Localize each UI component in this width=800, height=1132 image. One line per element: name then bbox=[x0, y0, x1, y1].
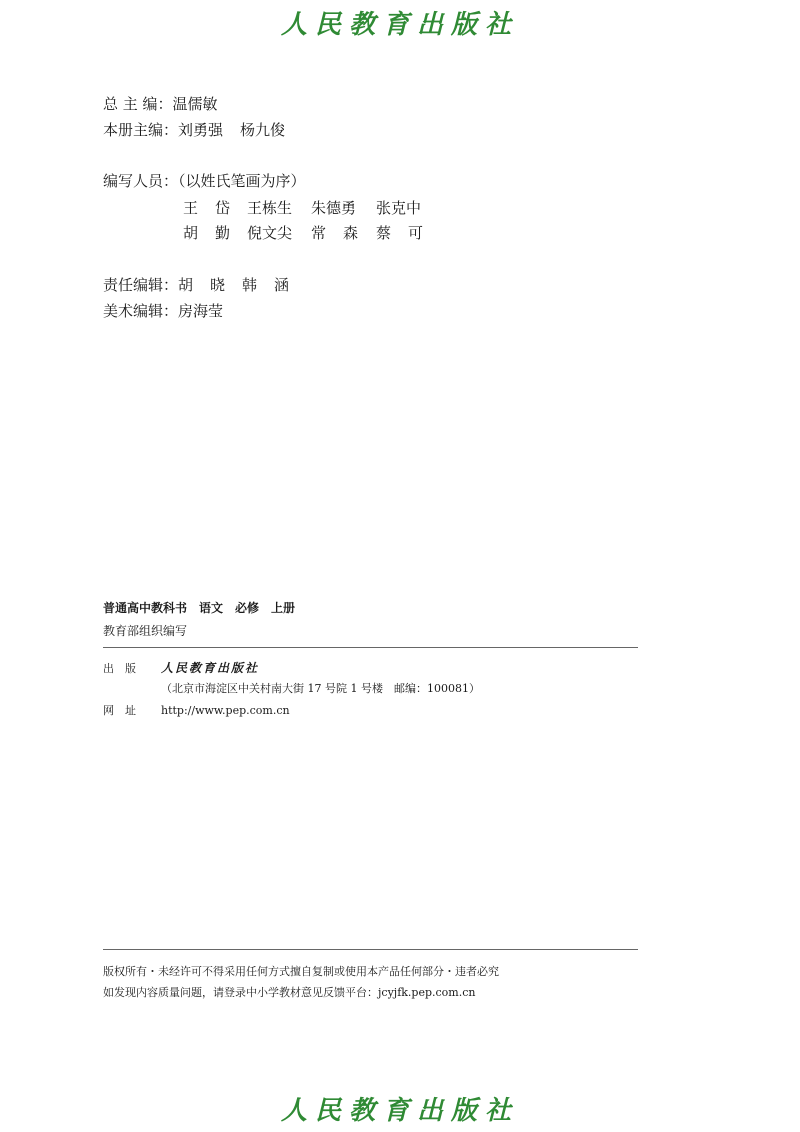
book-level: 必修 bbox=[235, 601, 260, 615]
volume-editor-row bbox=[103, 119, 285, 140]
divider bbox=[103, 647, 638, 648]
writer-name: 森 bbox=[343, 224, 359, 242]
responsible-editor-name: 晓 bbox=[210, 276, 226, 294]
art-editor-row bbox=[103, 300, 223, 321]
art-editor-label: 美术编辑： bbox=[103, 302, 179, 320]
writer-name: 岱 bbox=[215, 199, 231, 217]
writer-name: 常 bbox=[311, 224, 327, 242]
writers-list-row-2 bbox=[183, 222, 423, 243]
chief-editor-label: 总 主 编： bbox=[103, 95, 173, 113]
art-editor-name: 房海莹 bbox=[178, 302, 224, 320]
publisher-logo-small: 人民教育出版社 bbox=[161, 661, 260, 675]
website-row bbox=[103, 702, 290, 718]
volume-editor-name: 杨九俊 bbox=[240, 121, 286, 139]
writer-name: 王 bbox=[183, 199, 199, 217]
publisher-address: （北京市海淀区中关村南大街 17 号院 1 号楼 邮编：100081） bbox=[161, 682, 480, 695]
publisher-logo-bottom: 人民教育出版社 bbox=[280, 1096, 519, 1126]
writer-name: 胡 bbox=[183, 224, 199, 242]
website-label: 网 址 bbox=[103, 704, 136, 717]
writer-name: 朱德勇 bbox=[311, 199, 357, 217]
responsible-editor-label: 责任编辑： bbox=[103, 276, 179, 294]
copyright-notice: 版权所有・未经许可不得采用任何方式擅自复制或使用本产品任何部分・违者必究 bbox=[103, 965, 499, 978]
writers-list-row-1 bbox=[183, 197, 421, 218]
publisher-label: 出 版 bbox=[103, 662, 136, 675]
volume-editor-name: 刘勇强 bbox=[178, 121, 224, 139]
chief-editor-name: 温儒敏 bbox=[172, 95, 218, 113]
writer-name: 蔡 bbox=[376, 224, 392, 242]
writer-name: 倪文尖 bbox=[247, 224, 293, 242]
book-subject: 语文 bbox=[199, 601, 224, 615]
writer-name: 可 bbox=[408, 224, 424, 242]
writers-row bbox=[103, 170, 306, 191]
responsible-editor-name: 韩 bbox=[242, 276, 258, 294]
writer-name: 王栋生 bbox=[247, 199, 293, 217]
feedback-notice: 如发现内容质量问题，请登录中小学教材意见反馈平台：jcyjfk.pep.com.cn bbox=[103, 986, 476, 999]
publisher-row bbox=[103, 659, 259, 676]
book-compiler: 教育部组织编写 bbox=[103, 624, 188, 638]
responsible-editor-row bbox=[103, 274, 289, 295]
book-title-line bbox=[103, 599, 295, 616]
writer-name: 张克中 bbox=[376, 199, 422, 217]
writers-note: （以姓氏笔画为序） bbox=[178, 172, 306, 190]
responsible-editor-name: 涵 bbox=[274, 276, 290, 294]
writer-name: 勤 bbox=[215, 224, 231, 242]
book-info bbox=[103, 599, 295, 639]
writers-label: 编写人员： bbox=[103, 172, 179, 190]
book-volume: 上册 bbox=[271, 601, 296, 615]
chief-editor-row bbox=[103, 93, 218, 114]
publisher-logo-top: 人民教育出版社 bbox=[280, 10, 519, 40]
volume-editor-label: 本册主编： bbox=[103, 121, 179, 139]
book-series: 普通高中教科书 bbox=[103, 601, 188, 615]
responsible-editor-name: 胡 bbox=[178, 276, 194, 294]
divider bbox=[103, 949, 638, 950]
website-url[interactable]: http://www.pep.com.cn bbox=[161, 704, 290, 717]
